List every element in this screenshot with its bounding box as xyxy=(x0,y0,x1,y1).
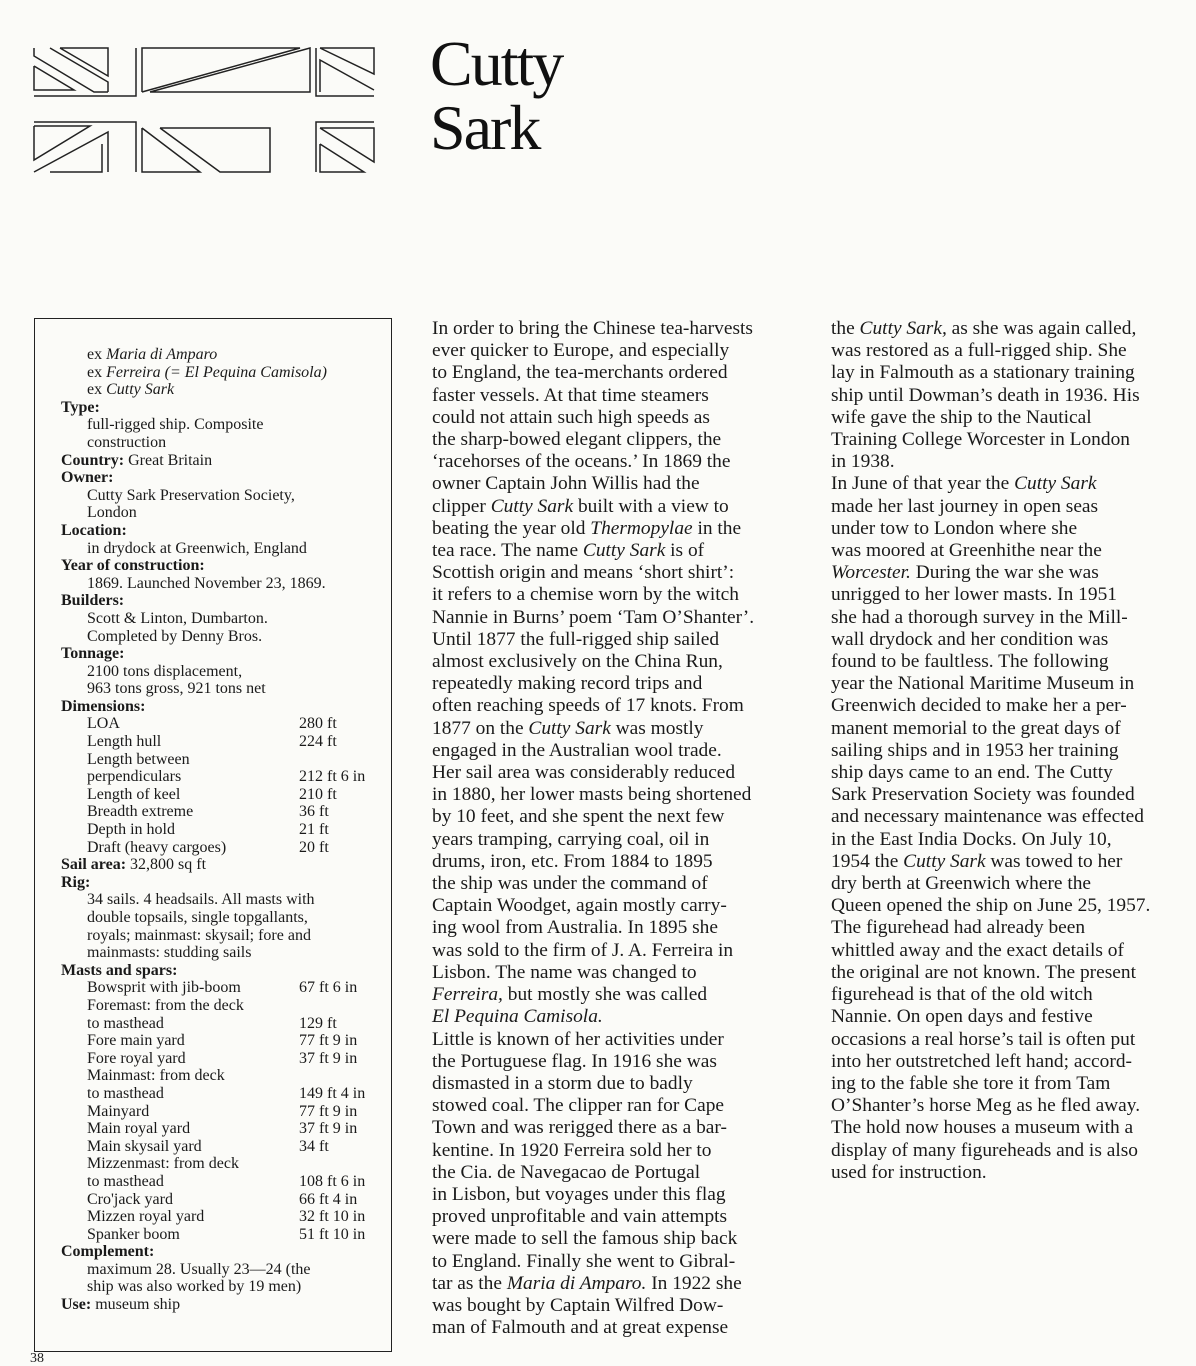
text-line: in Lisbon, but voyages under this flag xyxy=(432,1183,726,1205)
text-line: Lisbon. The name was changed to xyxy=(432,961,697,983)
italic-text: Cutty Sark xyxy=(490,495,574,517)
text-line: repeatedly making record trips and xyxy=(432,673,703,695)
mast-row-value: 32 ft 10 in xyxy=(299,1208,366,1226)
text-line: was restored as a full-rigged ship. She xyxy=(831,340,1127,362)
title-line-1: Cutty xyxy=(430,28,563,99)
text-line: into her outstretched left hand; accord- xyxy=(831,1050,1132,1072)
mast-row-value: 34 ft xyxy=(299,1137,329,1155)
dimension-row-name: Draft (heavy cargoes) xyxy=(87,838,227,856)
mast-row-name: to masthead xyxy=(87,1172,164,1190)
spec-complement-heading: Complement: xyxy=(61,1243,155,1261)
text-line: Her sail area was considerably reduced xyxy=(432,762,736,784)
text-line: Scottish origin and means ‘short shirt’: xyxy=(432,562,735,584)
dimension-row-name: Length of keel xyxy=(87,785,181,803)
italic-text: El Pequina Camisola. xyxy=(432,1006,603,1028)
mast-row xyxy=(61,1173,383,1191)
text-line: Training College Worcester in London xyxy=(831,429,1130,451)
text-line: stowed coal. The clipper ran for Cape xyxy=(432,1095,725,1117)
dimension-row-value: 21 ft xyxy=(299,821,329,839)
mast-row-value: 37 ft 9 in xyxy=(299,1049,358,1067)
spec-country xyxy=(61,452,383,470)
dimension-row xyxy=(61,786,383,804)
spec-tonnage-line: 963 tons gross, 921 tons net xyxy=(87,680,266,698)
mast-row-value: 149 ft 4 in xyxy=(299,1084,366,1102)
text-line: the ship was under the command of xyxy=(432,873,708,895)
dimension-row-name: Depth in hold xyxy=(87,821,175,839)
mast-row xyxy=(61,1191,383,1209)
text-line: and necessary maintenance was effected xyxy=(831,806,1144,828)
spec-builders-line: Scott & Linton, Dumbarton. xyxy=(87,609,268,627)
text-line: used for instruction. xyxy=(831,1161,987,1183)
spec-rig-heading: Rig: xyxy=(61,873,91,891)
text-line: ever quicker to Europe, and especially xyxy=(432,340,730,362)
text-line: In order to bring the Chinese tea-harvests xyxy=(432,318,753,339)
text-line: in the East India Docks. On July 10, xyxy=(831,828,1112,850)
text-line: the Portuguese flag. In 1916 she was xyxy=(432,1050,717,1072)
text-column-2 xyxy=(831,318,1196,1184)
mast-row-name: Main royal yard xyxy=(87,1120,191,1138)
spec-year-heading: Year of construction: xyxy=(61,557,205,575)
dimension-row xyxy=(61,803,383,821)
text-line: she had a thorough survey in the Mill- xyxy=(831,606,1128,628)
italic-text: Cutty Sark xyxy=(528,717,611,739)
text-line: 1954 the Cutty Sark was towed to her xyxy=(831,850,1123,872)
spec-tonnage-line: 2100 tons displacement, xyxy=(87,662,243,680)
text-line: proved unprofitable and vain attempts xyxy=(432,1206,728,1228)
mast-row xyxy=(61,997,383,1015)
dimension-row xyxy=(61,751,383,769)
text-line: tar as the Maria di Amparo. In 1922 she xyxy=(432,1272,742,1294)
dimension-row xyxy=(61,733,383,751)
italic-text: Maria di Amparo. xyxy=(506,1272,647,1294)
text-column-1 xyxy=(432,318,822,1339)
text-line: was bought by Captain Wilfred Dow- xyxy=(432,1294,724,1316)
mast-row xyxy=(61,1032,383,1050)
text-line: wall drydock and her condition was xyxy=(831,628,1109,650)
dimension-row-name: Length between xyxy=(87,750,190,768)
text-line: it refers to a chemise worn by the witch xyxy=(432,584,739,606)
text-line: dry berth at Greenwich where the xyxy=(831,873,1092,895)
former-name-text: Maria di Amparo xyxy=(106,346,218,363)
text-line: found to be faultless. The following xyxy=(831,651,1109,673)
text-line: The figurehead had already been xyxy=(831,917,1086,939)
page-title xyxy=(430,28,563,163)
spec-sail-area xyxy=(61,856,383,874)
text-line: could not attain such high speeds as xyxy=(432,406,710,428)
union-jack-flag-icon xyxy=(30,44,378,176)
spec-complement-line: maximum 28. Usually 23—24 (the xyxy=(87,1260,311,1278)
text-line: year the National Maritime Museum in xyxy=(831,673,1135,695)
text-line: dismasted in a storm due to badly xyxy=(432,1072,693,1094)
text-line: Until 1877 the full-rigged ship sailed xyxy=(432,628,720,650)
mast-row-name: Main skysail yard xyxy=(87,1137,202,1155)
text-line: faster vessels. At that time steamers xyxy=(432,384,709,406)
text-line: in 1938. xyxy=(831,451,895,473)
text-line: made her last journey in open seas xyxy=(831,495,1099,517)
text-line: Worcester. During the war she was xyxy=(831,562,1099,584)
text-line: Nannie in Burns’ poem ‘Tam O’Shanter’. xyxy=(432,606,755,628)
spec-type-heading: Type: xyxy=(61,398,100,416)
text-line: in 1880, her lower masts being shortened xyxy=(432,784,752,806)
text-line: The hold now houses a museum with a xyxy=(831,1117,1134,1139)
text-line: whittled away and the exact details of xyxy=(831,939,1124,961)
spec-builders-heading: Builders: xyxy=(61,592,125,610)
mast-row-name: Mainyard xyxy=(87,1102,150,1120)
spec-location-heading: Location: xyxy=(61,521,127,539)
mast-row xyxy=(61,1138,383,1156)
former-name: ex Ferreira (= El Pequina Camisola) xyxy=(87,363,327,381)
text-line: In June of that year the Cutty Sark xyxy=(831,473,1097,495)
text-line: were made to sell the famous ship back xyxy=(432,1228,738,1250)
text-line: wife gave the ship to the Nautical xyxy=(831,406,1092,428)
spec-sail-area-value: 32,800 sq ft xyxy=(126,856,207,874)
former-name-text: Cutty Sark xyxy=(106,381,175,399)
spec-rig-line: royals; mainmast: skysail; fore and xyxy=(87,926,311,944)
text-line: the sharp-bowed elegant clippers, the xyxy=(432,429,722,451)
spec-tonnage-heading: Tonnage: xyxy=(61,645,125,663)
text-line: Queen opened the ship on June 25, 1957. xyxy=(831,895,1151,917)
spec-year-line: 1869. Launched November 23, 1869. xyxy=(87,574,326,592)
italic-text: Thermopylae xyxy=(590,517,693,539)
mast-row-name: Spanker boom xyxy=(87,1225,180,1243)
mast-row-name: Mainmast: from deck xyxy=(87,1067,225,1085)
text-line: Town and was rerigged there as a bar- xyxy=(432,1117,727,1139)
text-line: engaged in the Australian wool trade. xyxy=(432,739,722,761)
former-name: ex Cutty Sark xyxy=(87,381,175,399)
text-line: owner Captain John Willis had the xyxy=(432,473,700,495)
text-line: Greenwich decided to make her a per- xyxy=(831,695,1127,717)
spec-rig-line: 34 sails. 4 headsails. All masts with xyxy=(87,891,315,909)
text-line: figurehead is that of the old witch xyxy=(831,984,1093,1006)
spec-complement-line: ship was also worked by 19 men) xyxy=(87,1278,302,1296)
spec-country-value: Great Britain xyxy=(124,451,213,469)
text-line: the Cutty Sark, as she was again called, xyxy=(831,318,1137,339)
italic-text: Cutty Sark xyxy=(582,540,666,562)
text-line: the original are not known. The present xyxy=(831,961,1136,983)
page-number: 38 xyxy=(30,1351,44,1366)
mast-row xyxy=(61,1050,383,1068)
former-name-text: Ferreira (= El Pequina Camisola) xyxy=(106,363,327,381)
mast-row-value: 66 ft 4 in xyxy=(299,1190,358,1208)
mast-row-name: Fore main yard xyxy=(87,1032,185,1050)
italic-text: Worcester. xyxy=(831,562,911,584)
text-line: ship until Dowman’s death in 1936. His xyxy=(831,384,1140,406)
spec-location-line: in drydock at Greenwich, England xyxy=(87,539,307,557)
dimension-row-name: Length hull xyxy=(87,733,162,751)
text-line: by 10 feet, and she spent the next few xyxy=(432,806,725,828)
mast-row-name: Cro'jack yard xyxy=(87,1190,173,1208)
dimension-row-value: 280 ft xyxy=(299,715,337,733)
mast-row-value: 108 ft 6 in xyxy=(299,1172,366,1190)
dimension-row-name: Breadth extreme xyxy=(87,803,194,821)
text-line: man of Falmouth and at great expense xyxy=(432,1317,729,1339)
text-line: occasions a real horse’s tail is often put xyxy=(831,1028,1136,1050)
text-line: lay in Falmouth as a stationary training xyxy=(831,362,1135,384)
mast-row-name: Fore royal yard xyxy=(87,1049,186,1067)
specifications-box xyxy=(34,318,392,1352)
mast-row-value: 77 ft 9 in xyxy=(299,1032,358,1050)
text-line: ship days came to an end. The Cutty xyxy=(831,762,1113,784)
text-line: tea race. The name Cutty Sark is of xyxy=(432,540,705,562)
text-line: under tow to London where she xyxy=(831,517,1078,539)
mast-row xyxy=(61,1103,383,1121)
italic-text: Cutty Sark xyxy=(903,850,986,872)
text-line: sailing ships and in 1953 her training xyxy=(831,739,1119,761)
text-line: to England. Finally she went to Gibral- xyxy=(432,1250,736,1272)
dimension-row-value: 224 ft xyxy=(299,733,337,751)
text-line: 1877 on the Cutty Sark was mostly xyxy=(432,717,704,739)
mast-row-value: 129 ft xyxy=(299,1014,337,1032)
italic-text: Ferreira, xyxy=(432,984,503,1006)
spec-type-line: full-rigged ship. Composite xyxy=(87,416,264,434)
text-line: display of many figureheads and is also xyxy=(831,1139,1138,1161)
text-line: to England, the tea-merchants ordered xyxy=(432,362,728,384)
text-line: ‘racehorses of the oceans.’ In 1869 the xyxy=(432,451,731,473)
dimension-row-value: 212 ft 6 in xyxy=(299,768,366,786)
text-line: Ferreira, but mostly she was called xyxy=(432,984,708,1006)
text-line: almost exclusively on the China Run, xyxy=(432,651,723,673)
mast-row xyxy=(61,1067,383,1085)
spec-use-label: Use: xyxy=(61,1296,92,1314)
spec-owner-line: London xyxy=(87,504,137,522)
mast-row-value: 67 ft 6 in xyxy=(299,979,358,997)
dimension-row-value: 20 ft xyxy=(299,838,329,856)
mast-row-name: Bowsprit with jib-boom xyxy=(87,979,241,997)
text-line: often reaching speeds of 17 knots. From xyxy=(432,695,744,717)
mast-row-value: 77 ft 9 in xyxy=(299,1102,358,1120)
mast-row-value: 37 ft 9 in xyxy=(299,1120,358,1138)
spec-use-value: museum ship xyxy=(91,1296,181,1314)
text-line: beating the year old Thermopylae in the xyxy=(432,517,742,539)
text-line: kentine. In 1920 Ferreira sold her to xyxy=(432,1139,712,1161)
text-line: the Cia. de Navegacao de Portugal xyxy=(432,1161,701,1183)
text-line: Little is known of her activities under xyxy=(432,1028,724,1050)
mast-row-value: 51 ft 10 in xyxy=(299,1225,366,1243)
text-line xyxy=(432,1006,822,1028)
text-line: was moored at Greenhithe near the xyxy=(831,540,1102,562)
spec-dimensions-heading: Dimensions: xyxy=(61,697,146,715)
dimension-row xyxy=(61,839,383,857)
dimension-row-name: LOA xyxy=(87,715,120,733)
spec-builders-line: Completed by Denny Bros. xyxy=(87,627,263,645)
text-line: years tramping, carrying coal, oil in xyxy=(432,828,710,850)
mast-row xyxy=(61,1120,383,1138)
mast-row-name: to masthead xyxy=(87,1084,164,1102)
spec-country-label: Country: xyxy=(61,451,125,469)
text-line: Captain Woodget, again mostly carry- xyxy=(432,895,727,917)
spec-type-line: construction xyxy=(87,433,167,451)
mast-row-name: Foremast: from the deck xyxy=(87,996,244,1014)
text-line: ing to the fable she tore it from Tam xyxy=(831,1072,1111,1094)
spec-sail-area-label: Sail area: xyxy=(61,856,127,874)
dimension-row-value: 210 ft xyxy=(299,785,337,803)
former-name: ex Maria di Amparo xyxy=(87,346,218,363)
mast-row xyxy=(61,1015,383,1033)
spec-rig-line: double topsails, single topgallants, xyxy=(87,909,308,926)
italic-text: Cutty Sark xyxy=(1014,473,1097,495)
mast-row xyxy=(61,1155,383,1173)
title-line-2: Sark xyxy=(430,92,540,163)
text-line: manent memorial to the great days of xyxy=(831,717,1121,739)
spec-owner-heading: Owner: xyxy=(61,469,114,487)
italic-text: Cutty Sark, xyxy=(859,318,947,339)
text-line: was sold to the firm of J. A. Ferreira in xyxy=(432,939,734,961)
spec-rig-line: mainmasts: studding sails xyxy=(87,944,252,962)
text-line: O’Shanter’s horse Meg as he fled away. xyxy=(831,1095,1141,1117)
mast-row-name: Mizzen royal yard xyxy=(87,1208,205,1226)
spec-masts-heading: Masts and spars: xyxy=(61,961,178,979)
dimension-row xyxy=(61,768,383,786)
dimension-row-value: 36 ft xyxy=(299,803,329,821)
mast-row xyxy=(61,1208,383,1226)
dimension-row xyxy=(61,715,383,733)
text-line: unrigged to her lower masts. In 1951 xyxy=(831,584,1117,606)
text-line: ing wool from Australia. In 1895 she xyxy=(432,917,718,939)
mast-row-name: to masthead xyxy=(87,1014,164,1032)
dimension-row xyxy=(61,821,383,839)
text-line: drums, iron, etc. From 1884 to 1895 xyxy=(432,850,713,872)
text-line: Sark Preservation Society was founded xyxy=(831,784,1135,806)
mast-row xyxy=(61,979,383,997)
spec-owner-line: Cutty Sark Preservation Society, xyxy=(87,486,295,504)
text-line: clipper Cutty Sark built with a view to xyxy=(432,495,729,517)
text-line: Nannie. On open days and festive xyxy=(831,1006,1093,1028)
spec-use xyxy=(61,1296,383,1314)
mast-row xyxy=(61,1226,383,1244)
mast-row xyxy=(61,1085,383,1103)
dimension-row-name: perpendiculars xyxy=(87,768,182,786)
mast-row-name: Mizzenmast: from deck xyxy=(87,1155,239,1173)
